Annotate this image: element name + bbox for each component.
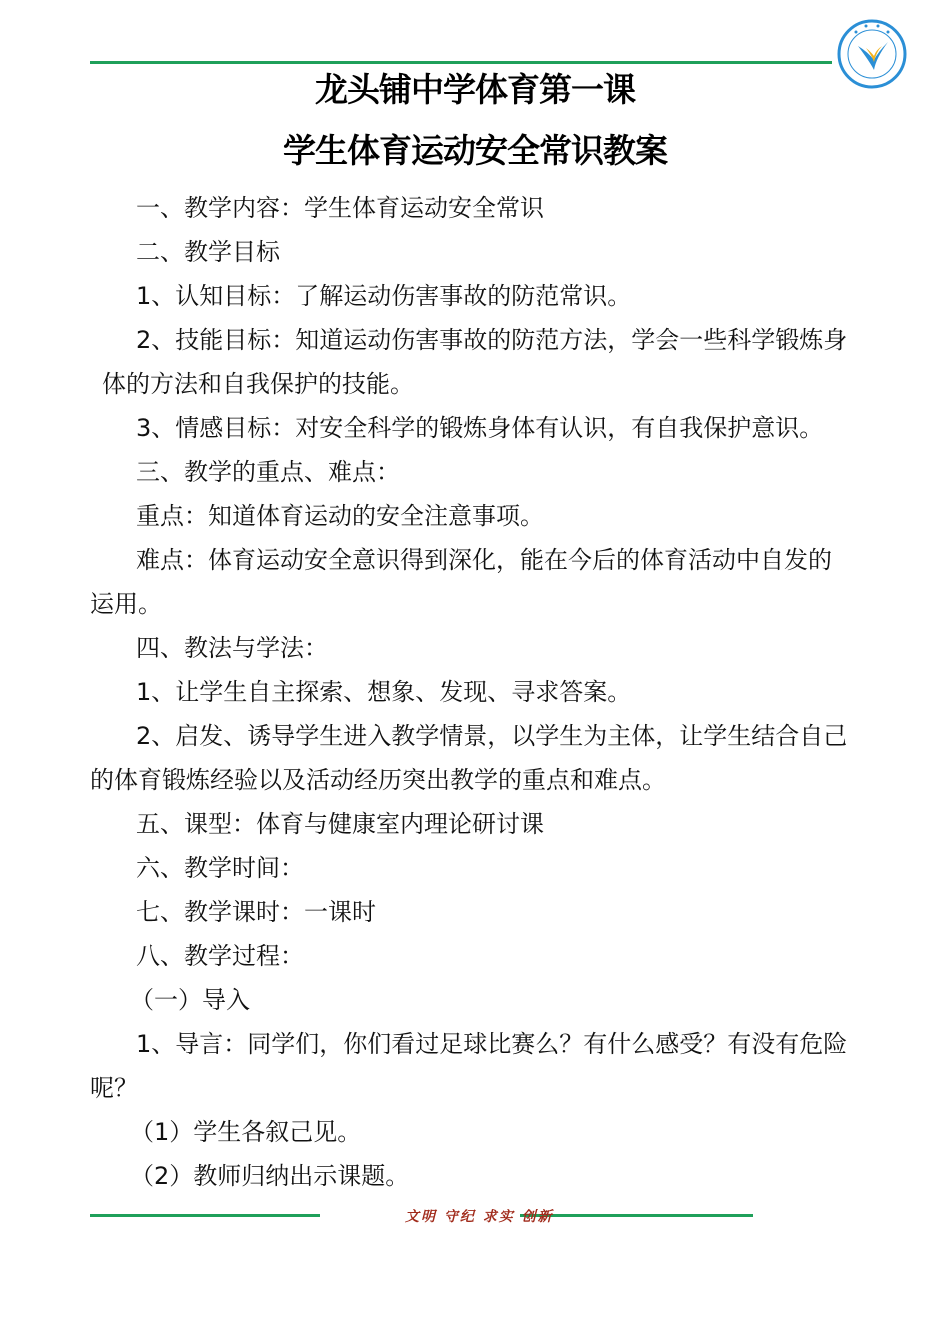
- paragraph-line: 2、启发、诱导学生进入教学情景，以学生为主体，让学生结合自己: [136, 722, 848, 750]
- paragraph-line: 八、教学过程：: [136, 942, 304, 970]
- paragraph-line: 3、情感目标：对安全科学的锻炼身体有认识，有自我保护意识。: [136, 414, 824, 442]
- paragraph-line: 体的方法和自我保护的技能。: [102, 370, 414, 398]
- paragraph-line: 重点：知道体育运动的安全注意事项。: [136, 502, 544, 530]
- paragraph-line: 运用。: [90, 590, 162, 618]
- paragraph-line: （一）导入: [130, 986, 250, 1014]
- lesson-plan-body: [90, 186, 890, 1198]
- paragraph-line: 六、教学时间：: [136, 854, 304, 882]
- paragraph-line: 一、教学内容：学生体育运动安全常识: [136, 194, 544, 222]
- paragraph-line: 四、教法与学法：: [136, 634, 328, 662]
- paragraph-line: 呢？: [90, 1074, 138, 1102]
- paragraph-line: 二、教学目标: [136, 238, 280, 266]
- paragraph-line: 1、让学生自主探索、想象、发现、寻求答案。: [136, 678, 632, 706]
- paragraph-line: 三、教学的重点、难点：: [136, 458, 400, 486]
- paragraph-line: 七、教学课时：一课时: [136, 898, 376, 926]
- document-title-line2: 学生体育运动安全常识教案: [283, 131, 667, 170]
- footer-rule-left: [90, 1214, 320, 1217]
- paragraph-line: 的体育锻炼经验以及活动经历突出教学的重点和难点。: [90, 766, 666, 794]
- footer-motto: 文明 守纪 求实 创新: [405, 1209, 554, 1225]
- document-title-line1: 龙头铺中学体育第一课: [315, 70, 635, 109]
- paragraph-line: 1、认知目标：了解运动伤害事故的防范常识。: [136, 282, 632, 310]
- paragraph-line: 难点：体育运动安全意识得到深化，能在今后的体育活动中自发的: [136, 546, 832, 574]
- paragraph-line: 1、导言：同学们，你们看过足球比赛么？有什么感受？有没有危险: [136, 1030, 848, 1058]
- paragraph-line: （1）学生各叙己见。: [130, 1118, 362, 1146]
- footer-rule-right: [520, 1214, 753, 1217]
- paragraph-line: 五、课型：体育与健康室内理论研讨课: [136, 810, 544, 838]
- paragraph-line: 2、技能目标：知道运动伤害事故的防范方法，学会一些科学锻炼身: [136, 326, 848, 354]
- paragraph-line: （2）教师归纳出示课题。: [130, 1162, 410, 1190]
